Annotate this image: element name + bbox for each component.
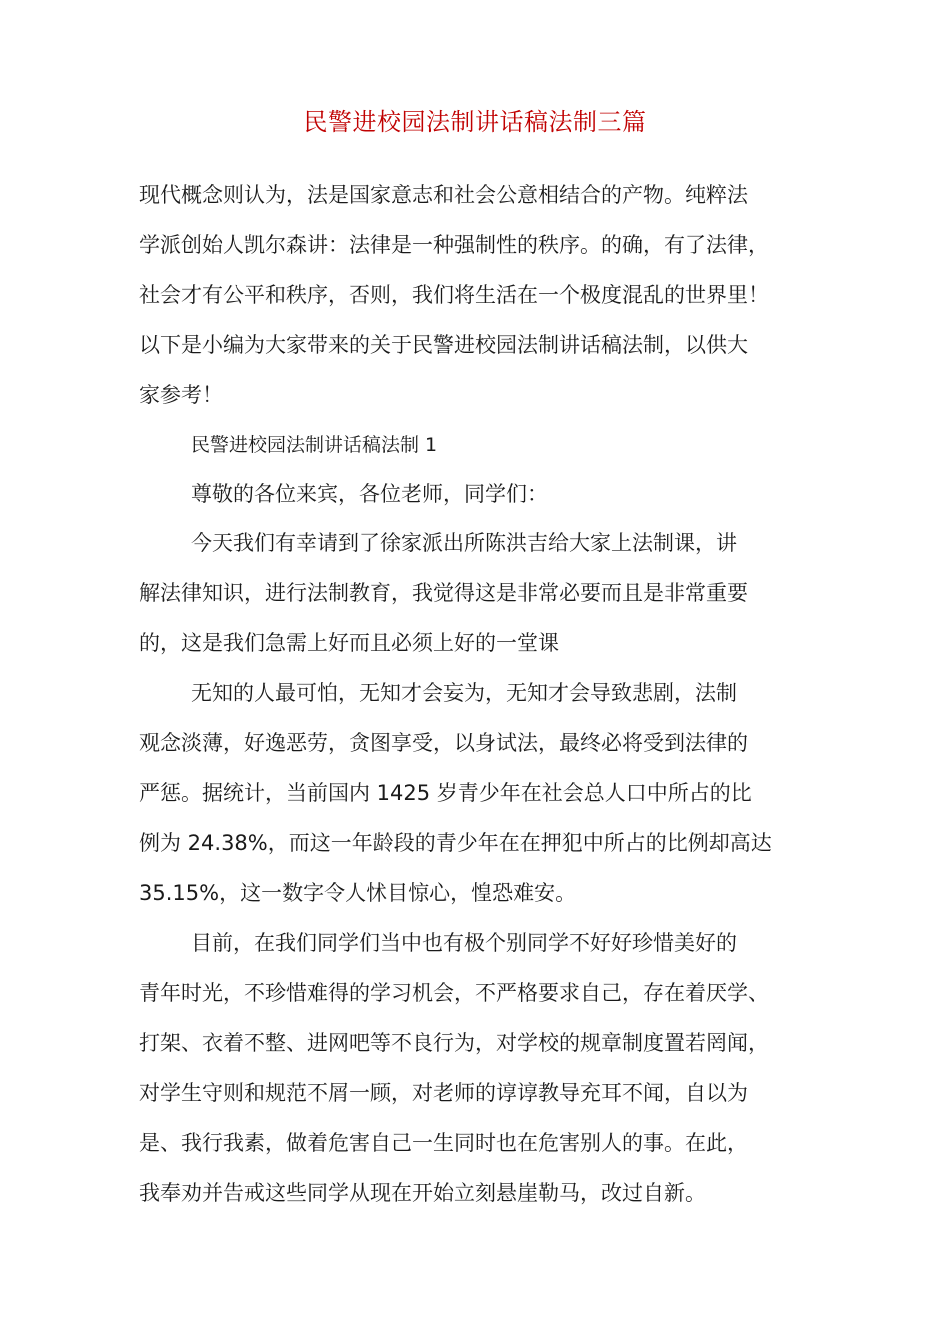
intro-line: 以下是小编为大家带来的关于民警进校园法制讲话稿法制，以供大 <box>139 333 748 357</box>
intro-paragraph <box>139 170 829 420</box>
paragraph-line: 无知的人最可怕，无知才会妄为，无知才会导致悲剧，法制 <box>191 681 737 705</box>
paragraph-line: 的，这是我们急需上好而且必须上好的一堂课 <box>139 631 559 655</box>
paragraph-line: 青年时光，不珍惜难得的学习机会，不严格要求自己，存在着厌学、 <box>139 981 769 1005</box>
paragraph-1 <box>139 518 829 668</box>
paragraph-line: 对学生守则和规范不屑一顾，对老师的谆谆教导充耳不闻，自以为 <box>139 1081 748 1105</box>
intro-line: 家参考！ <box>139 383 223 407</box>
intro-line: 学派创始人凯尔森讲：法律是一种强制性的秩序。的确，有了法律， <box>139 233 769 257</box>
paragraph-line: 今天我们有幸请到了徐家派出所陈洪吉给大家上法制课，讲 <box>191 531 737 555</box>
paragraph-3 <box>139 918 829 1218</box>
intro-line: 现代概念则认为，法是国家意志和社会公意相结合的产物。纯粹法 <box>139 183 748 207</box>
paragraph-line: 解法律知识，进行法制教育，我觉得这是非常必要而且是非常重要 <box>139 581 748 605</box>
section-heading-block <box>139 420 829 470</box>
paragraph-line: 例为 24.38%，而这一年龄段的青少年在在押犯中所占的比例却高达 <box>139 831 772 855</box>
salutation-block <box>139 469 829 519</box>
paragraph-line: 打架、衣着不整、进网吧等不良行为，对学校的规章制度置若罔闻， <box>139 1031 769 1055</box>
document-title: 民警进校园法制讲话稿法制三篇 <box>303 108 647 136</box>
paragraph-line: 严惩。据统计，当前国内 1425 岁青少年在社会总人口中所占的比 <box>139 781 752 805</box>
paragraph-2 <box>139 668 829 918</box>
paragraph-line: 目前，在我们同学们当中也有极个别同学不好好珍惜美好的 <box>191 931 737 955</box>
paragraph-line: 是、我行我素，做着危害自己一生同时也在危害别人的事。在此， <box>139 1131 748 1155</box>
paragraph-line: 我奉劝并告戒这些同学从现在开始立刻悬崖勒马，改过自新。 <box>139 1181 706 1205</box>
section-heading: 民警进校园法制讲话稿法制 1 <box>191 434 438 456</box>
paragraph-line: 观念淡薄，好逸恶劳，贪图享受，以身试法，最终必将受到法律的 <box>139 731 748 755</box>
salutation: 尊敬的各位来宾，各位老师，同学们： <box>191 482 548 506</box>
paragraph-line: 35.15%，这一数字令人怵目惊心，惶恐难安。 <box>139 881 577 905</box>
intro-line: 社会才有公平和秩序，否则，我们将生活在一个极度混乱的世界里！ <box>139 283 769 307</box>
